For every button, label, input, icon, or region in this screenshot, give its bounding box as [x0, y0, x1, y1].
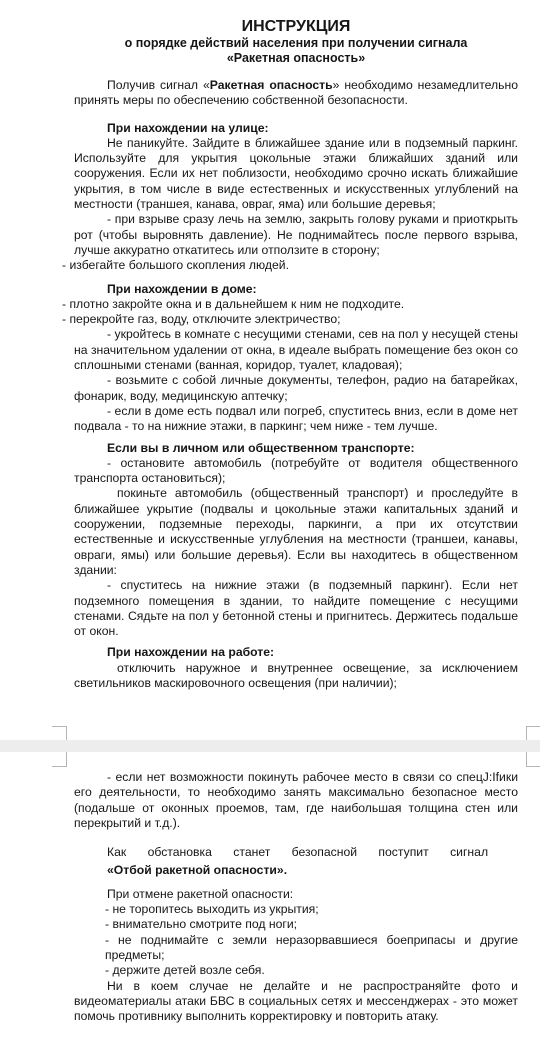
cancel-item-2: - внимательно смотрите под ноги; [105, 917, 298, 932]
cancel-intro: При отмене ракетной опасности: [107, 886, 294, 901]
street-paragraph-2: - при взрыве сразу лечь на землю, закрыть голову руками и приоткрыть рот (чтобы выровнять давление). Не поднимайтесь после первого взрыва, лучше аккуратно откатитесь или отползите в сторону; [74, 212, 518, 257]
document-subtitle-line-1: о порядке действий населения при получении сигнала [124, 36, 468, 50]
home-paragraph-3: - укройтесь в комнате с несущими стенами, сев на пол у несущей стены на значительном удалении от окна, в идеале выбрать помещение без окон со сплошными стенами (ванная, коридор, туалет, кладовая); [74, 327, 518, 373]
crop-mark-bottom-right [526, 726, 540, 741]
transport-paragraph-2: покиньте автомобиль (общественный транспорт) и проследуйте в ближайшее укрытие (подвалы и цокольные этажи капитальных зданий и сооружении, подземные переходы, паркинги, а при их отсутствии естественные и искусственные углубления на местности (траншеи, канавы, овраги, ямы) или большие деревья). Если вы находитесь в общественном здании: [74, 486, 518, 577]
home-paragraph-5: - если в доме есть подвал или погреб, спуститесь вниз, если в доме нет подвала - то на нижние этажи, в паркинг; чем ниже - тем лучше. [74, 403, 518, 434]
cancel-item-4: - держите детей возле себя. [105, 963, 265, 978]
intro-text-end: » необходимо незамедлительно принять меры по обеспечению собственной безопасности. [74, 78, 518, 108]
cancel-list [74, 902, 518, 978]
transport-paragraph-3: - спуститесь на нижние этажи (в подземный паркинг). Если нет подземного помещения в здании, то найдите помещение с несущими стенами. Сядьте на пол у бетонной стены и пригнитесь. Держитесь подальше от окон. [74, 578, 518, 639]
crop-mark-bottom-left [52, 726, 67, 741]
crop-mark-top-right [526, 752, 540, 767]
home-paragraph-1: - плотно закройте окна и в дальнейшем к ним не подходите. [62, 296, 405, 311]
cancel-item-3: - не поднимайте с земли неразорвавшиеся боеприпасы и другие предметы; [105, 932, 518, 962]
intro-text-start: Получив сигнал « [107, 78, 210, 92]
work-paragraph-1: отключить наружное и внутреннее освещение, за исключением светильников маскировочного освещения (при наличии); [74, 660, 518, 690]
document-subtitle-line-2: «Ракетная опасность» [226, 51, 366, 65]
final-warning-paragraph: Ни в коем случае не делайте и не распространяйте фото и видеоматериалы атаки БВС в социальных сетях и мессенджерах - это может помочь противнику выполнить корректировку и повторить атаку. [74, 978, 518, 1024]
intro-paragraph [74, 78, 518, 109]
home-paragraph-4: - возьмите с собой личные документы, телефон, радио на батарейках, фонарик, воду, медицинскую аптечку; [74, 373, 518, 403]
cancel-item-1: - не торопитесь выходить из укрытия; [105, 902, 319, 917]
page-1-content [62, 18, 518, 691]
transport-paragraph-1: - остановите автомобиль (потребуйте от водителя общественного транспорта остановиться); [74, 455, 518, 486]
document-title: ИНСТРУКЦИЯ [241, 18, 351, 35]
street-paragraph-1: Не паникуйте. Зайдите в ближайшее здание или в подземный паркинг. Используйте для укрытия цокольные этажи ближайших зданий или сооружения. Если их нет поблизости, необходимо срочно искать ближайшие укрытия, в том числе в виде естественных и искусственных углублений на местности (траншея, канава, овраг, яма) или большие деревья; [74, 135, 518, 212]
page-separator [0, 740, 540, 752]
home-paragraph-2: - перекройте газ, воду, отключите электричество; [62, 312, 341, 327]
street-heading: При нахождении на улице: [107, 120, 269, 135]
all-clear-line: Как обстановка станет безопасной поступит сигнал [107, 845, 489, 860]
transport-heading: Если вы в личном или общественном транспорте: [107, 440, 415, 455]
document-page-2 [0, 752, 540, 1055]
street-paragraph-3: - избегайте большого скопления людей. [62, 258, 289, 273]
home-heading: При нахождении в доме: [107, 281, 257, 296]
work-heading: При нахождении на работе: [107, 645, 275, 660]
crop-mark-top-left [52, 752, 67, 767]
page-2-content [74, 770, 518, 1024]
intro-signal-name: Ракетная опасность [209, 78, 333, 92]
all-clear-signal: «Отбой ракетной опасности». [107, 863, 288, 878]
work-paragraph-2: - если нет возможности покинуть рабочее место в связи со спецJ:Ifики его деятельности, то необходимо занять максимально безопасное место (подальше от оконных проемов, там, где наибольшая толщина стен или перекрытий и т.д.). [74, 770, 518, 830]
